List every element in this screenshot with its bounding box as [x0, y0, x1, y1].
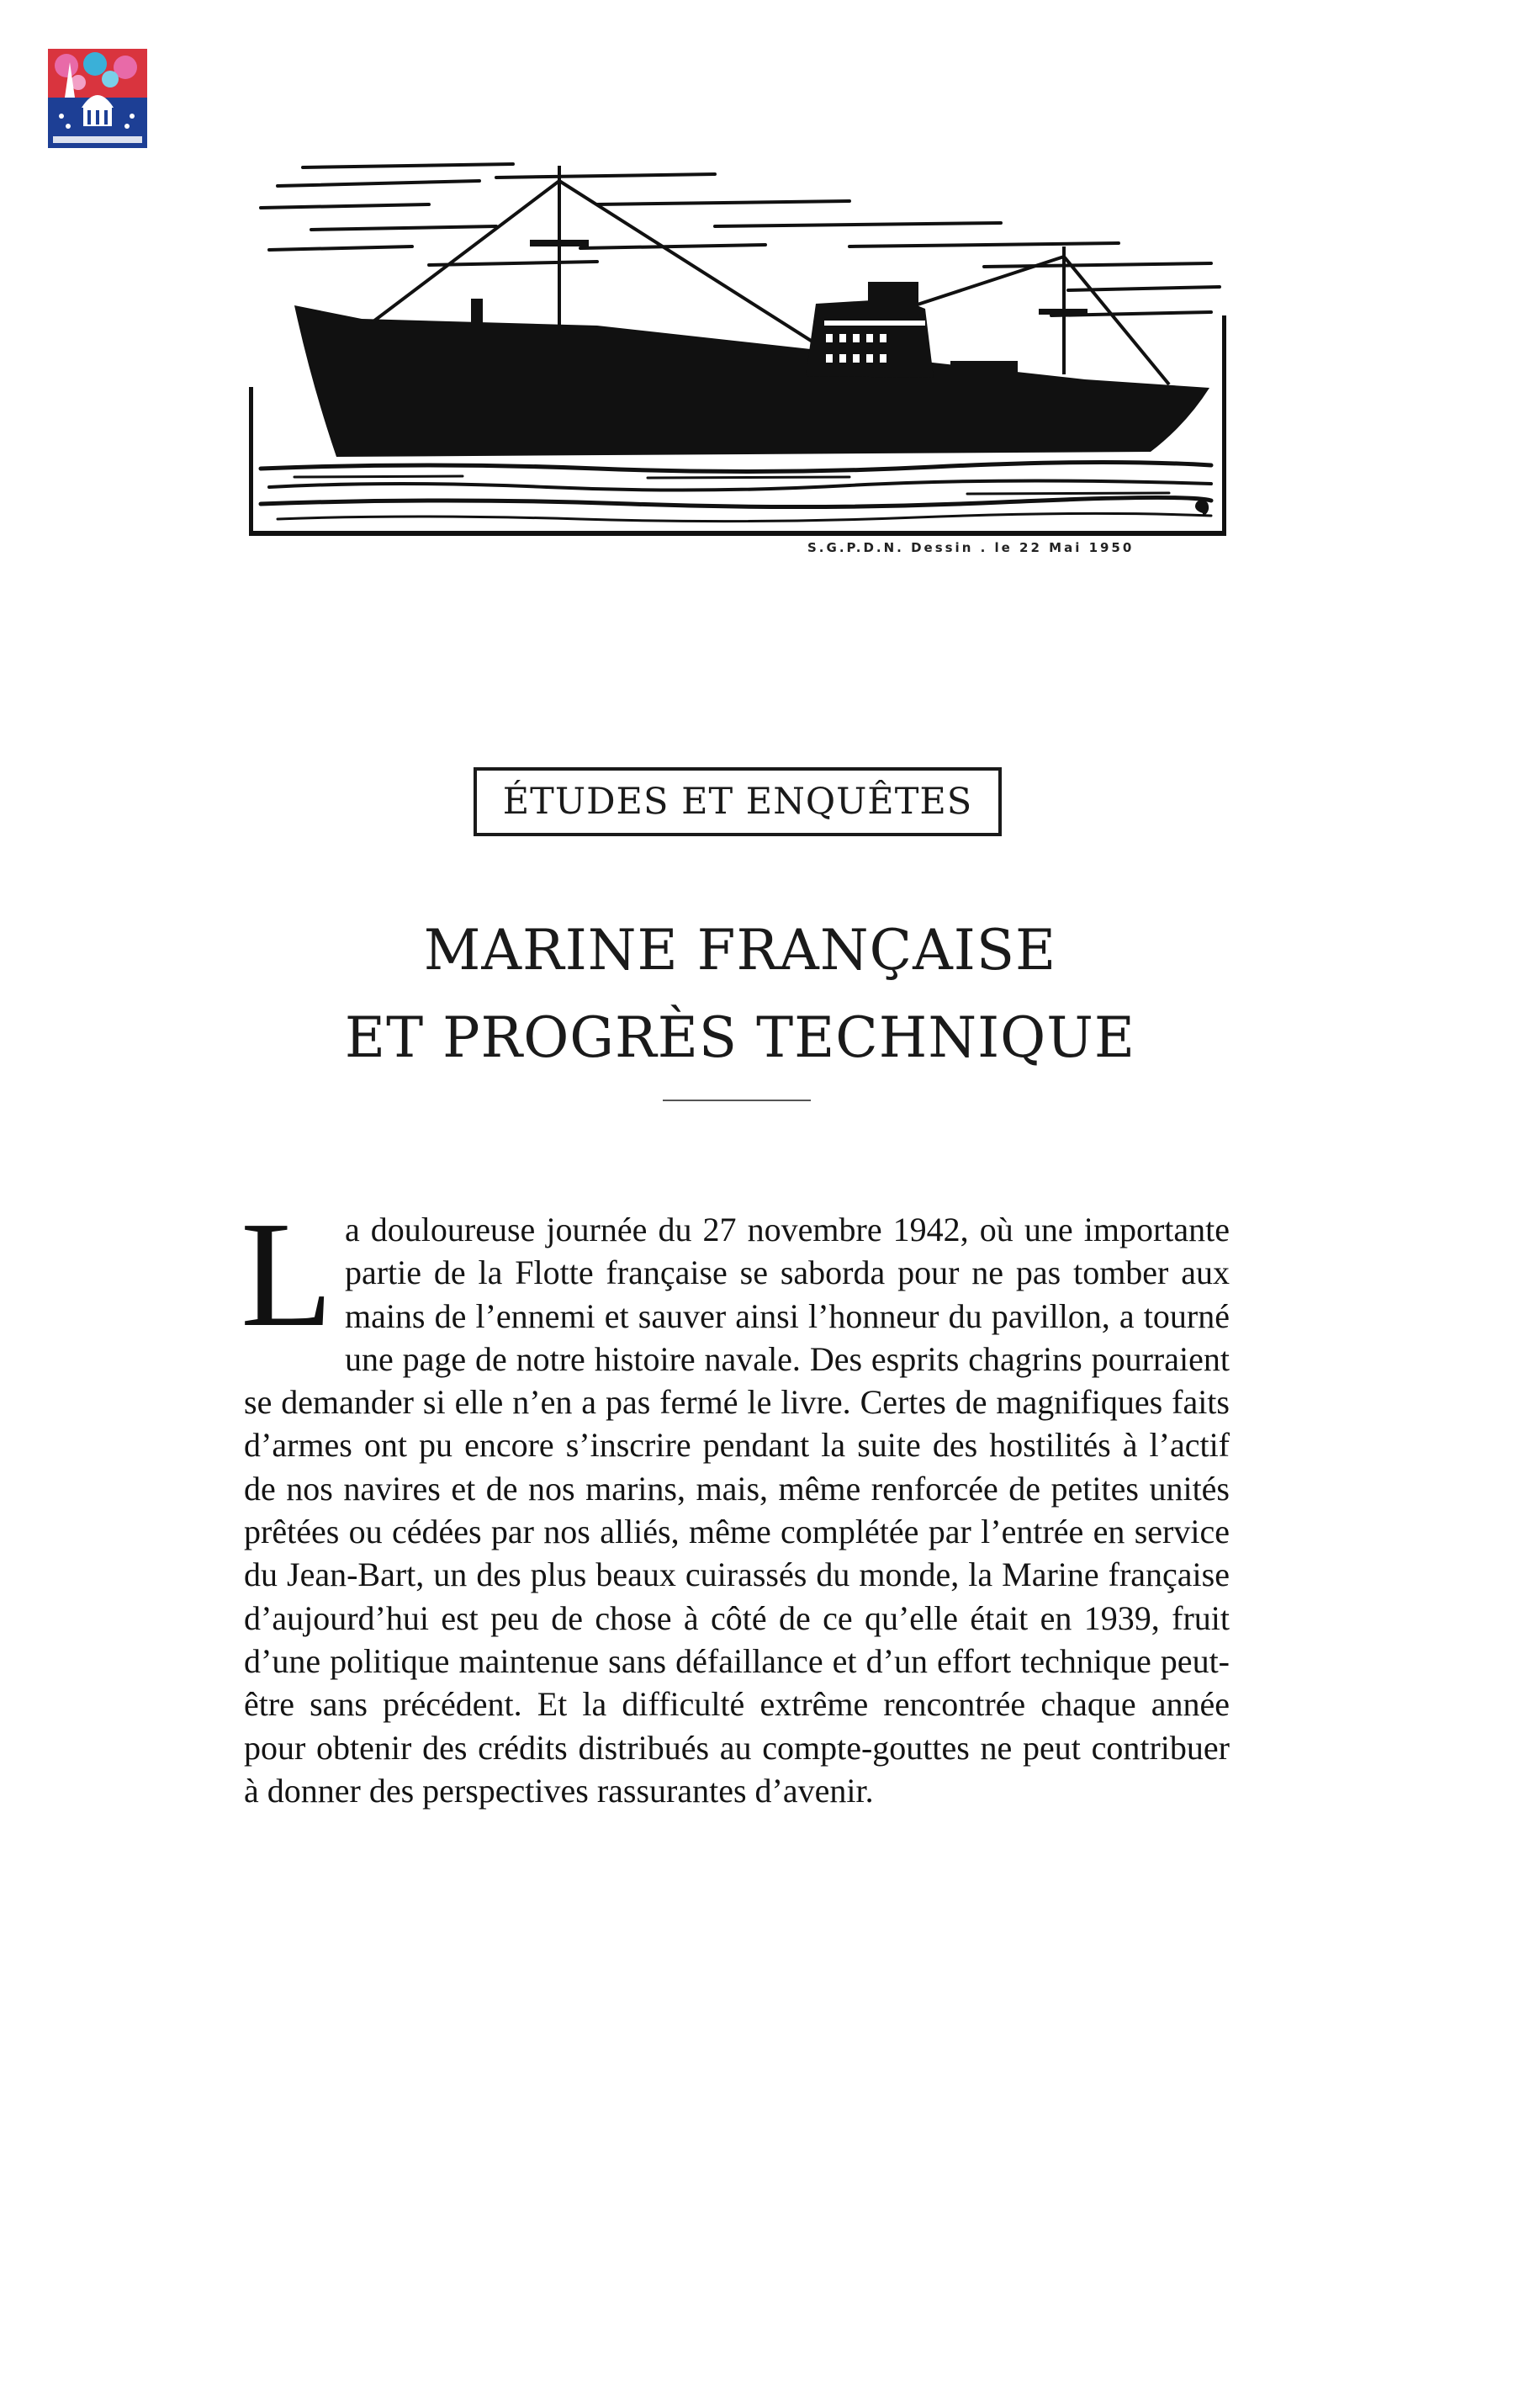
article-title: [244, 907, 1236, 1082]
publisher-logo: [48, 49, 147, 148]
article-body: [241, 1190, 1230, 1812]
section-rubric: ÉTUDES ET ENQUÊTES: [474, 767, 1002, 836]
article-paragraph: a douloureuse journée du 27 novembre 1942, où une importante partie de la Flotte française se saborda pour ne pas tomber aux mains de l’ennemi et sauver ainsi l’honneur du pavillon, a tourné une page de notre histoire navale. Des esprits chagrins pourraient se demander si elle n’en a pas fermé le livre. Certes de magnifiques faits d’armes ont pu encore s’inscrire pendant la suite des hostilités à l’actif de nos navires et de nos marins, mais, même renforcée de petites unités prêtées ou cédées par nos alliés, même complétée par l’entrée en service du Jean-Bart, un des plus beaux cuirassés du monde, la Marine française d’aujourd’hui est peu de chose à côté de ce qu’elle était en 1939, fruit d’une politique maintenue sans défaillance et d’un effort technique peut-être sans précédent. Et la difficulté extrême rencontrée chaque année pour obtenir des crédits distribués au compte-gouttes ne peut contribuer à donner des perspectives rassurantes d’avenir.: [244, 1211, 1230, 1810]
drop-cap: L: [241, 1190, 333, 1358]
article-title-line-2: ET PROGRÈS TECHNIQUE: [344, 1005, 1136, 1070]
title-divider: [663, 1100, 811, 1101]
illustration-caption: S.G.P.D.N. Dessin . le 22 Mai 1950: [807, 540, 1135, 555]
article-title-line-1: MARINE FRANÇAISE: [423, 918, 1057, 983]
ship-illustration: [244, 156, 1236, 568]
